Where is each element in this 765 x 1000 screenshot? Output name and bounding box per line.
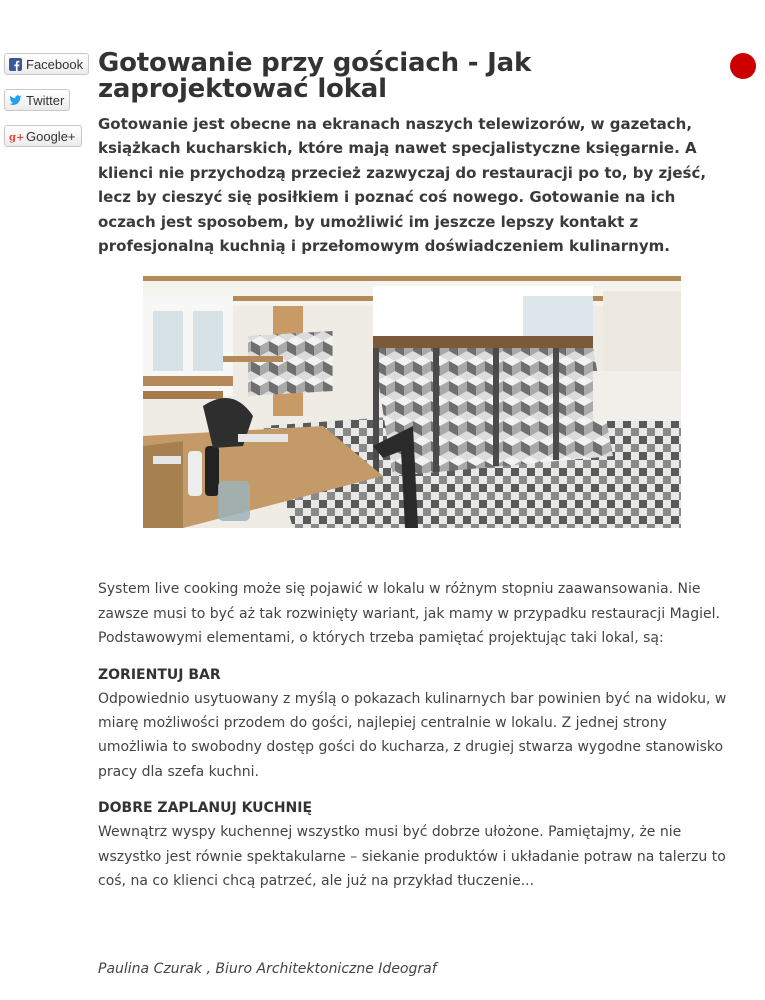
restaurant-photo	[143, 276, 681, 528]
facebook-share-button[interactable]	[4, 53, 89, 75]
article-title: Gotowanie przy gościach - Jak zaprojektować lokal	[98, 48, 532, 104]
article-lead: Gotowanie jest obecne na ekranach naszych telewizorów, w gazetach, książkach kucharskich, które mają nawet specjalistyczne księgarnie. A klienci nie przychodzą przecież zazwyczaj do restauracji po to, by zjeść, lecz by cieszyć się posiłkiem i poznać coś nowego. Gotowanie na ich oczach jest sposobem, by umożliwić im jeszcze lepszy kontakt z profesjonalną kuchnią i przełomowym doświadczeniem kulinarnym.	[98, 115, 707, 256]
facebook-icon	[9, 58, 22, 71]
section-paragraph: Wewnątrz wyspy kuchennej wszystko musi być dobrze ułożone. Pamiętajmy, że nie wszystko jest równie spektakularne – siekanie produktów i układanie potraw na talerzu to coś, na co klienci chcą patrzeć, ale już na przykład tłuczenie...	[98, 824, 726, 890]
intro-paragraph: System live cooking może się pojawić w lokalu w różnym stopniu zaawansowania. Nie zawsze musi to być aż tak rozwinięty wariant, jak mamy w przypadku restauracji Magiel. Podstawowymi elementami, o których trzeba pamiętać projektując taki lokal, są:	[98, 581, 720, 647]
section-paragraph: Odpowiednio usytuowany z myślą o pokazach kulinarnych bar powinien być na widoku, w miarę możliwości przodem do gości, najlepiej centralnie w lokalu. Z jednej strony umożliwia to swobodny dostęp gości do kucharza, z drugiej stwarza wygodne stanowisko pracy dla szefa kuchni.	[98, 690, 727, 780]
article	[98, 50, 730, 981]
twitter-label: Twitter	[26, 92, 65, 108]
twitter-share-button[interactable]	[4, 89, 70, 111]
googleplus-icon	[9, 130, 25, 143]
section-heading: DOBRE ZAPLANUJ KUCHNIĘ	[98, 800, 313, 817]
facebook-label: Facebook	[26, 56, 84, 72]
red-dot-icon	[730, 53, 756, 79]
section-heading: ZORIENTUJ BAR	[98, 666, 221, 683]
googleplus-label: Google+	[26, 128, 76, 144]
article-author: Paulina Czurak , Biuro Architektoniczne Ideograf	[98, 960, 437, 977]
googleplus-share-button[interactable]	[4, 125, 82, 147]
svg-text:g+: g+	[9, 132, 25, 143]
share-buttons	[4, 53, 94, 161]
twitter-icon	[9, 94, 22, 107]
